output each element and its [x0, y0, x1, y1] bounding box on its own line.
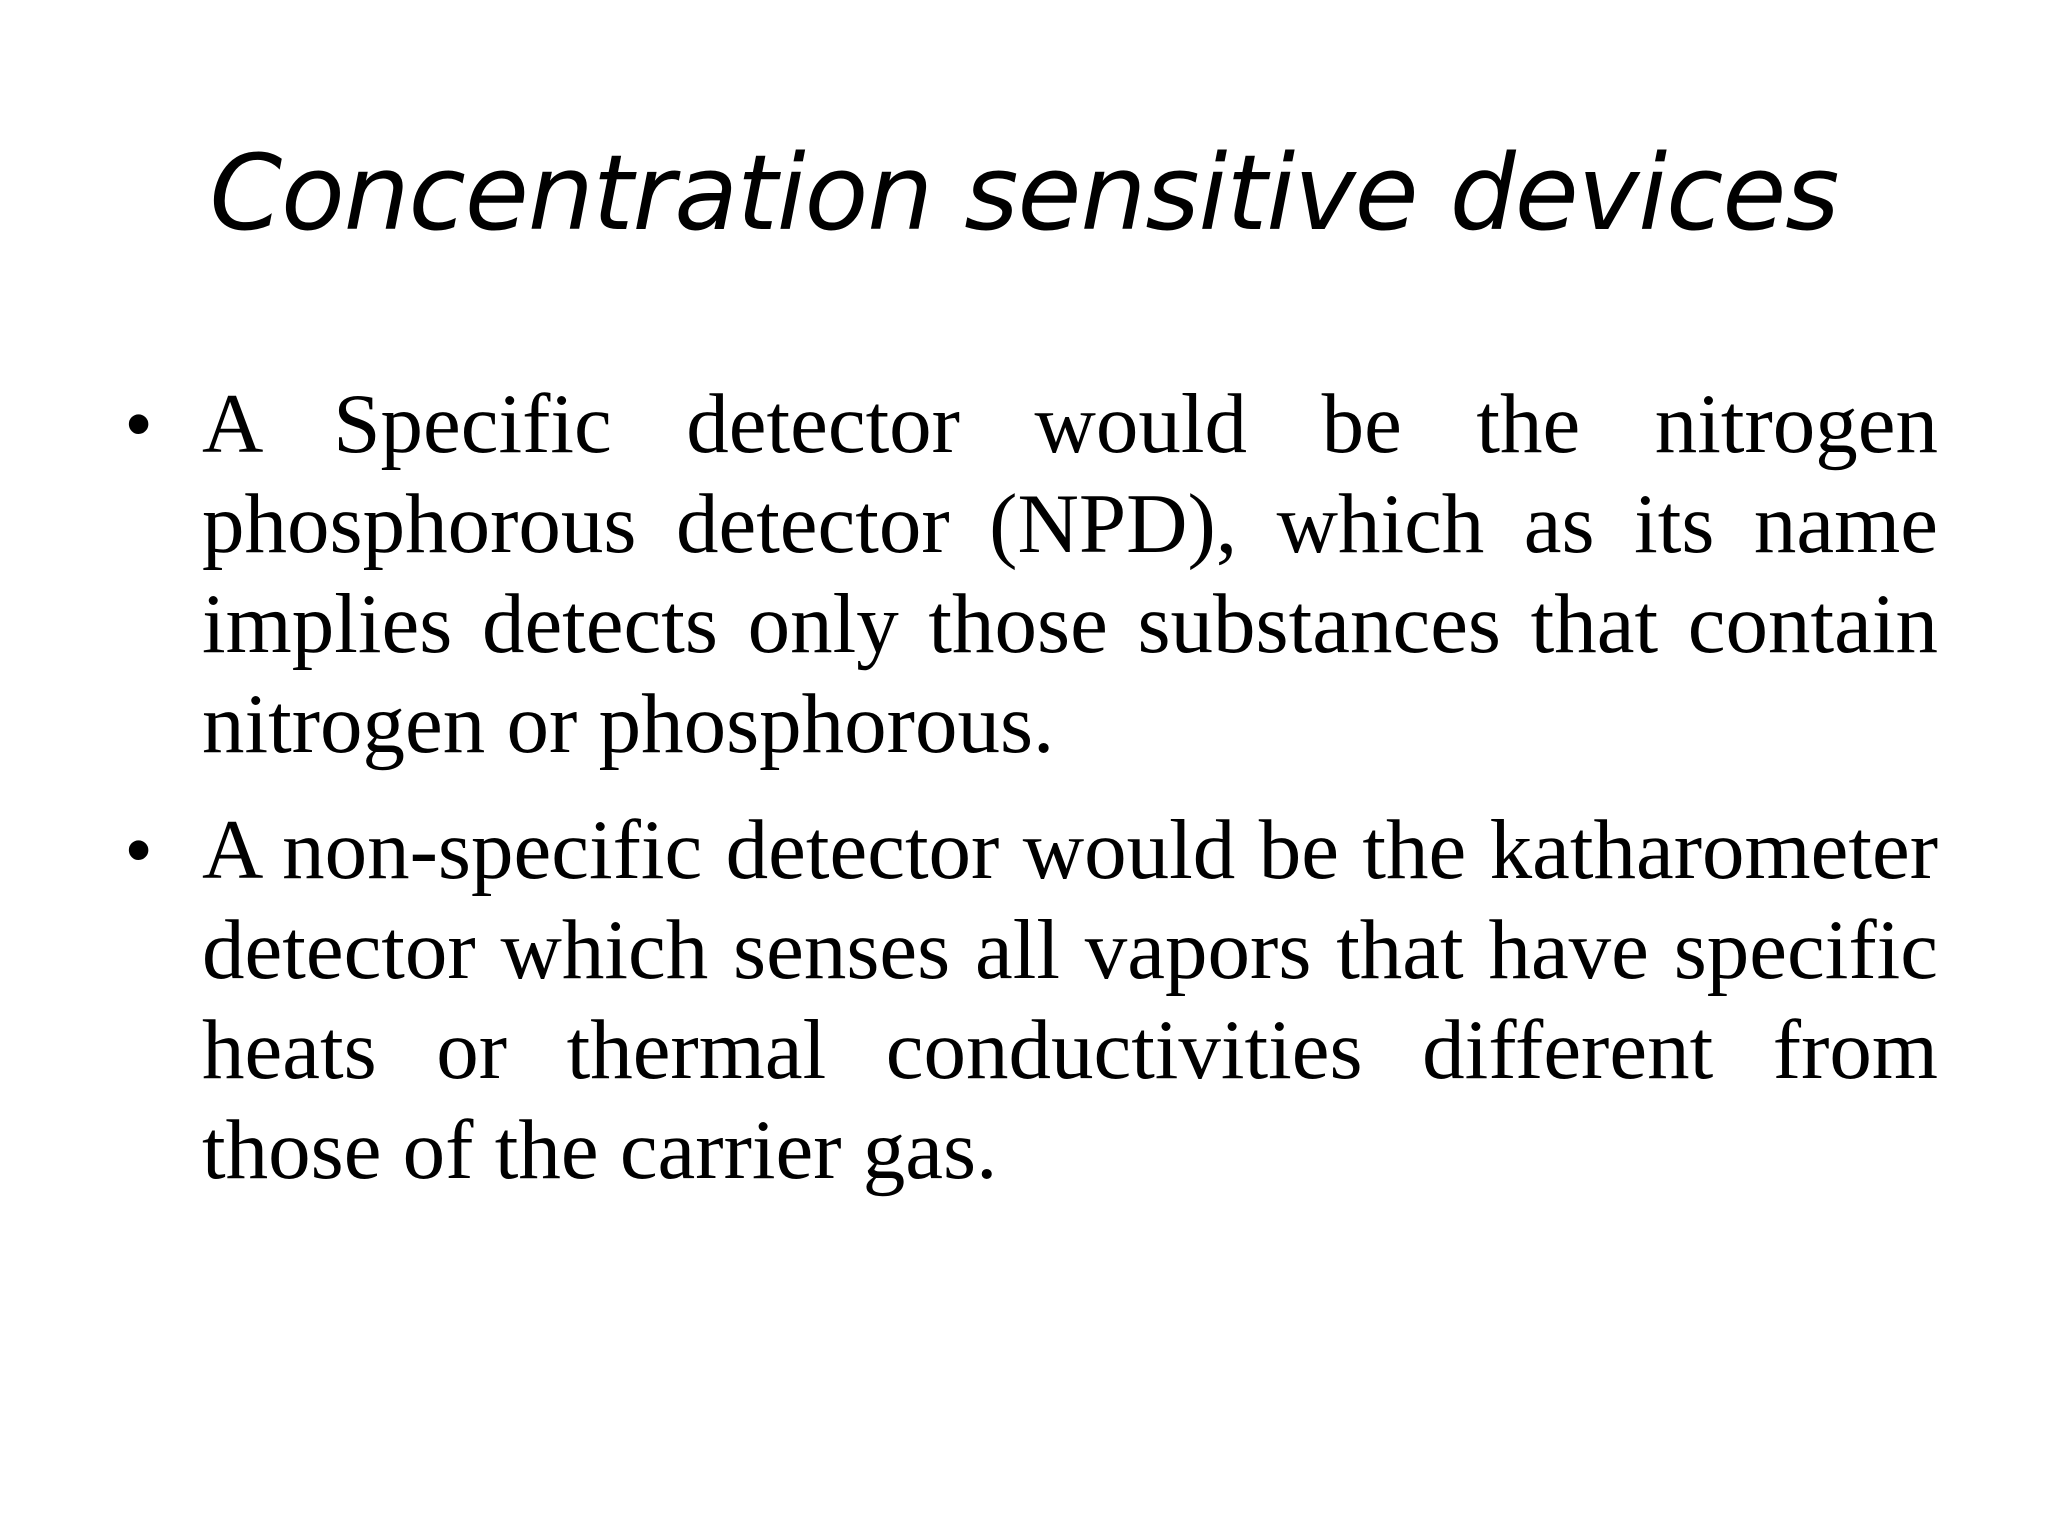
bullet-list: [120, 374, 1938, 1200]
bullet-text: A Specific detector would be the nitrogen phosphorous detector (NPD), which as its name implies detects only those substances that contain nitrogen or phosphorous.: [202, 377, 1938, 771]
slide-title: Concentration sensitive devices: [209, 132, 1839, 254]
bullet-dot-icon: •: [126, 810, 152, 890]
bullet-text: A non-specific detector would be the katharometer detector which senses all vapors that have specific heats or thermal conductivities different from those of the carrier gas.: [202, 803, 1938, 1197]
bullet-item: [120, 800, 1938, 1200]
bullet-dot-icon: •: [126, 384, 152, 464]
bullet-item: [120, 374, 1938, 774]
